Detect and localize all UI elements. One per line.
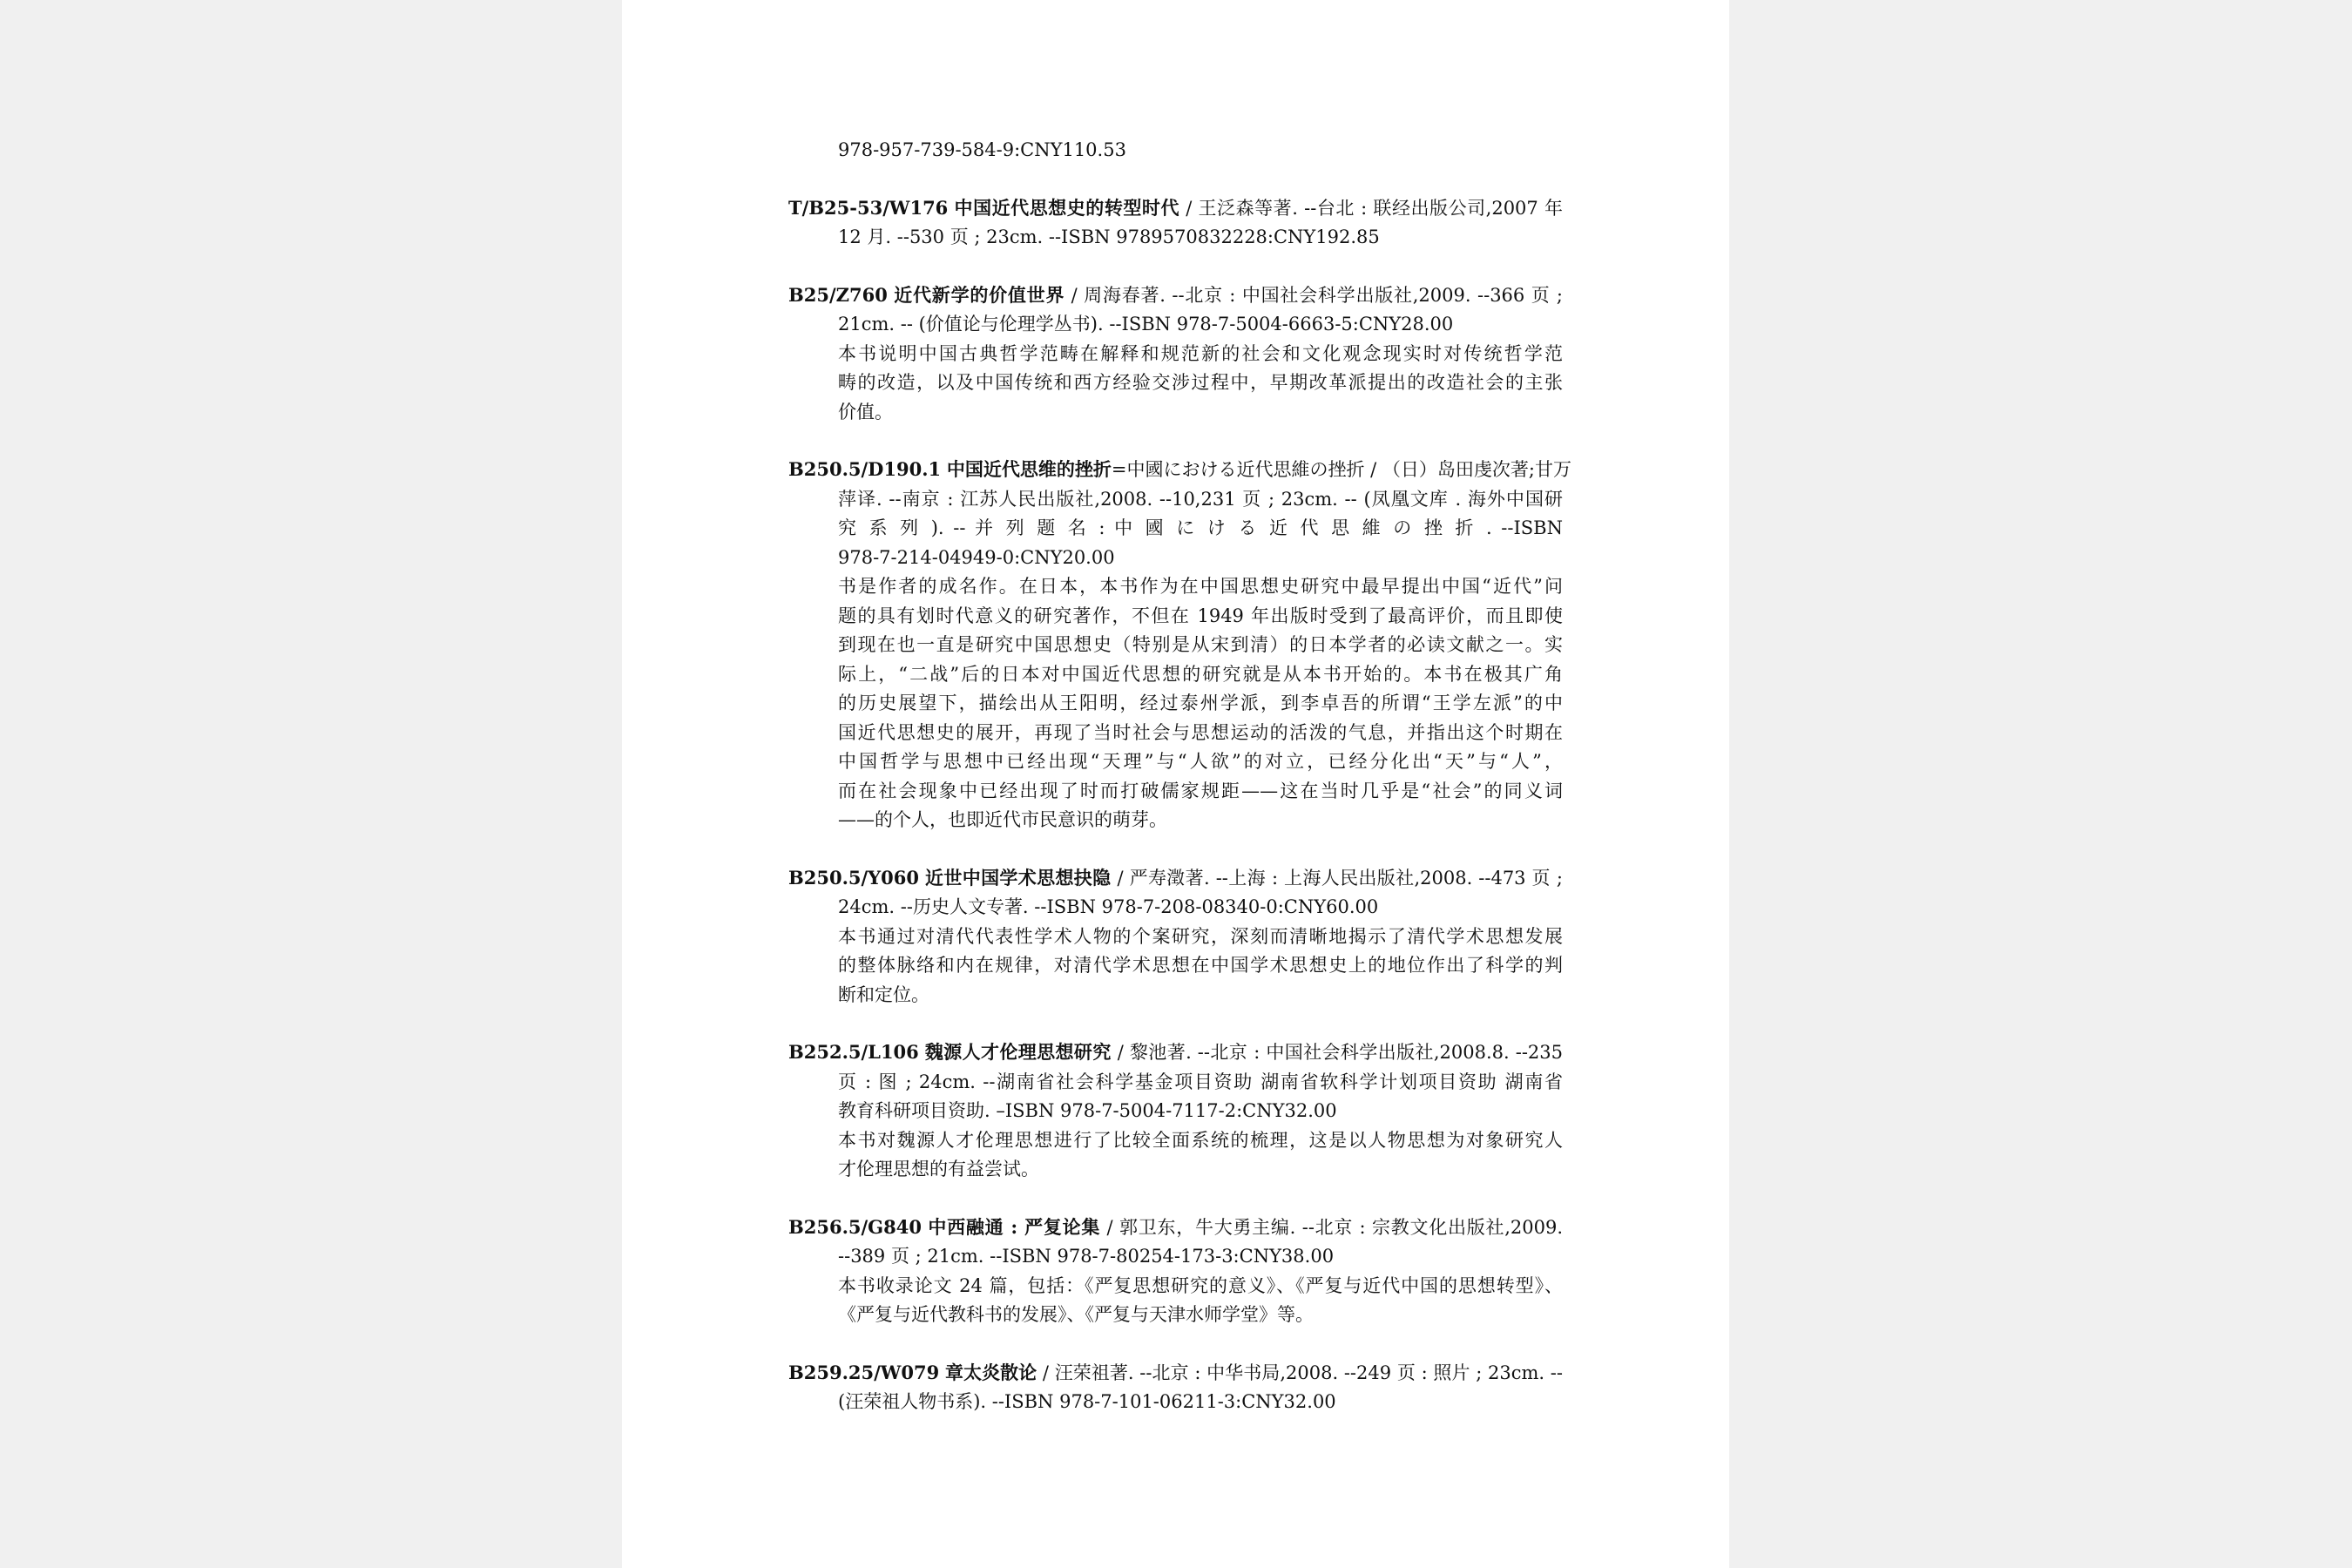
catalog-entry <box>788 1037 1563 1185</box>
catalog-listing <box>788 136 1571 1445</box>
bibliographic-continuation: 究 系 列 ). -- 并 列 题 名 : 中 國 に け る 近 代 思 維 の 挫 折 . --ISBN <box>838 517 1563 538</box>
book-title: 中国近代思维的挫折 <box>946 458 1112 480</box>
abstract-line: 本书通过对清代代表性学术人物的个案研究，深刻而清晰地揭示了清代学术思想发展 <box>838 925 1563 947</box>
bibliographic-details: / 汪荣祖著. --北京 : 中华书局,2008. --249 页 : 照片 ; 23cm. -- <box>1037 1362 1563 1383</box>
abstract-line: 而在社会现象中已经出现了时而打破儒家规距——这在当时几乎是“社会”的同义词 <box>838 780 1563 801</box>
entry-heading-line <box>788 455 1571 485</box>
catalog-entry <box>788 455 1571 835</box>
abstract-line: 价值。 <box>838 401 893 422</box>
catalog-entry <box>788 193 1563 253</box>
call-number: B259.25/W079 <box>788 1361 940 1383</box>
call-number: B256.5/G840 <box>788 1215 922 1238</box>
entry-heading-line <box>788 280 1563 311</box>
bibliographic-continuation: 12 月. --530 页 ; 23cm. --ISBN 9789570832228:CNY192.85 <box>838 226 1380 247</box>
call-number: B250.5/D190.1 <box>788 458 942 480</box>
bibliographic-details: / 周海春著. --北京 : 中国社会科学出版社,2009. --366 页 ; <box>1064 284 1564 306</box>
abstract-line: 到现在也一直是研究中国思想史（特别是从宋到清）的日本学者的必读文献之一。实 <box>838 634 1563 655</box>
abstract-line: 中国哲学与思想中已经出现“天理”与“人欲”的对立，已经分化出“天”与“人”， <box>838 751 1563 772</box>
entry-heading-line <box>788 1213 1563 1243</box>
bibliographic-details: / 黎池著. --北京 : 中国社会科学出版社,2008.8. --235 <box>1111 1042 1564 1063</box>
bibliographic-details: / 郭卫东，牛大勇主编. --北京 : 宗教文化出版社,2009. <box>1100 1216 1564 1238</box>
book-title: 魏源人才伦理思想研究 <box>924 1041 1112 1063</box>
entry-abstract <box>788 1272 1563 1330</box>
entry-heading-line <box>788 193 1563 224</box>
call-number: B25/Z760 <box>788 283 888 306</box>
book-title: 中西融通 : 严复论集 <box>928 1215 1101 1238</box>
entry-abstract <box>788 572 1563 835</box>
bibliographic-details: / 严寿澂著. --上海 : 上海人民出版社,2008. --473 页 ; <box>1111 867 1563 889</box>
bibliographic-continuation: 萍译. --南京 : 江苏人民出版社,2008. --10,231 页 ; 23cm. -- (凤凰文库 . 海外中国研 <box>838 488 1563 510</box>
bibliographic-continuation: (汪荣祖人物书系). --ISBN 978-7-101-06211-3:CNY32.00 <box>838 1391 1336 1412</box>
entry-heading-line <box>788 1037 1563 1068</box>
abstract-line: 本书说明中国古典哲学范畴在解释和规范新的社会和文化观念现实时对传统哲学范 <box>838 342 1563 364</box>
book-title: 中国近代思想史的转型时代 <box>954 196 1180 219</box>
abstract-line: 的整体脉络和内在规律，对清代学术思想在中国学术思想史上的地位作出了科学的判 <box>838 955 1563 976</box>
catalog-entry <box>788 1358 1563 1417</box>
abstract-line: 畴的改造，以及中国传统和西方经验交涉过程中，早期改革派提出的改造社会的主张 <box>838 372 1563 393</box>
book-title: 章太炎散论 <box>944 1361 1037 1383</box>
bibliographic-details: / 王泛森等著. --台北 : 联经出版公司,2007 年 <box>1179 197 1563 219</box>
abstract-line: 际上，“二战”后的日本对中国近代思想的研究就是从本书开始的。本书在极其广角 <box>838 663 1563 685</box>
bibliographic-continuation: --389 页 ; 21cm. --ISBN 978-7-80254-173-3:CNY38.00 <box>838 1246 1335 1267</box>
entry-abstract <box>788 1126 1563 1185</box>
book-title: 近世中国学术思想抉隐 <box>925 866 1112 889</box>
catalog-entry <box>788 863 1563 1010</box>
abstract-line: 本书对魏源人才伦理思想进行了比较全面系统的梳理，这是以人物思想为对象研究人 <box>838 1129 1563 1151</box>
abstract-line: 的历史展望下，描绘出从王阳明，经过泰州学派，到李卓吾的所谓“王学左派”的中 <box>838 693 1563 713</box>
call-number: B250.5/Y060 <box>788 866 920 889</box>
catalog-entry <box>788 280 1563 428</box>
document-page <box>622 0 1729 1568</box>
abstract-line: 断和定位。 <box>838 983 929 1005</box>
bibliographic-continuation: 978-7-214-04949-0:CNY20.00 <box>838 546 1115 568</box>
continued-isbn-line: 978-957-739-584-9:CNY110.53 <box>838 139 1126 160</box>
abstract-line: 《严复与近代教科书的发展》、《严复与天津水师学堂》等。 <box>838 1304 1314 1325</box>
abstract-line: ——的个人，也即近代市民意识的萌芽。 <box>838 809 1167 830</box>
bibliographic-continuation: 教育科研项目资助. –ISBN 978-7-5004-7117-2:CNY32.00 <box>838 1100 1337 1121</box>
call-number: B252.5/L106 <box>788 1041 919 1063</box>
abstract-line: 国近代思想史的展开，再现了当时社会与思想运动的活泼的气息，并指出这个时期在 <box>838 721 1563 743</box>
bibliographic-details: =中國における近代思維の挫折 / （日）岛田虔次著;甘万 <box>1111 459 1571 480</box>
call-number: T/B25-53/W176 <box>788 196 949 219</box>
abstract-line: 题的具有划时代意义的研究著作，不但在 1949 年出版时受到了最高评价，而且即使 <box>838 605 1563 626</box>
entry-abstract <box>788 923 1563 1010</box>
entry-heading-line <box>788 863 1563 894</box>
abstract-line: 才伦理思想的有益尝试。 <box>838 1159 1039 1179</box>
bibliographic-continuation: 24cm. --历史人文专著. --ISBN 978-7-208-08340-0:CNY60.00 <box>838 896 1379 917</box>
bibliographic-continuation: 21cm. -- (价值论与伦理学丛书). --ISBN 978-7-5004-6663-5:CNY28.00 <box>838 314 1454 335</box>
abstract-line: 书是作者的成名作。在日本，本书作为在中国思想史研究中最早提出中国“近代”问 <box>838 576 1563 597</box>
entry-abstract <box>788 340 1563 428</box>
bibliographic-continuation: 页 : 图 ; 24cm. --湖南省社会科学基金项目资助 湖南省软科学计划项目资助 湖南省 <box>838 1071 1563 1092</box>
abstract-line: 本书收录论文 24 篇，包括：《严复思想研究的意义》、《严复与近代中国的思想转型》、 <box>838 1274 1563 1296</box>
book-title: 近代新学的价值世界 <box>894 283 1065 306</box>
catalog-entry <box>788 1213 1563 1330</box>
entry-heading-line <box>788 1358 1563 1389</box>
